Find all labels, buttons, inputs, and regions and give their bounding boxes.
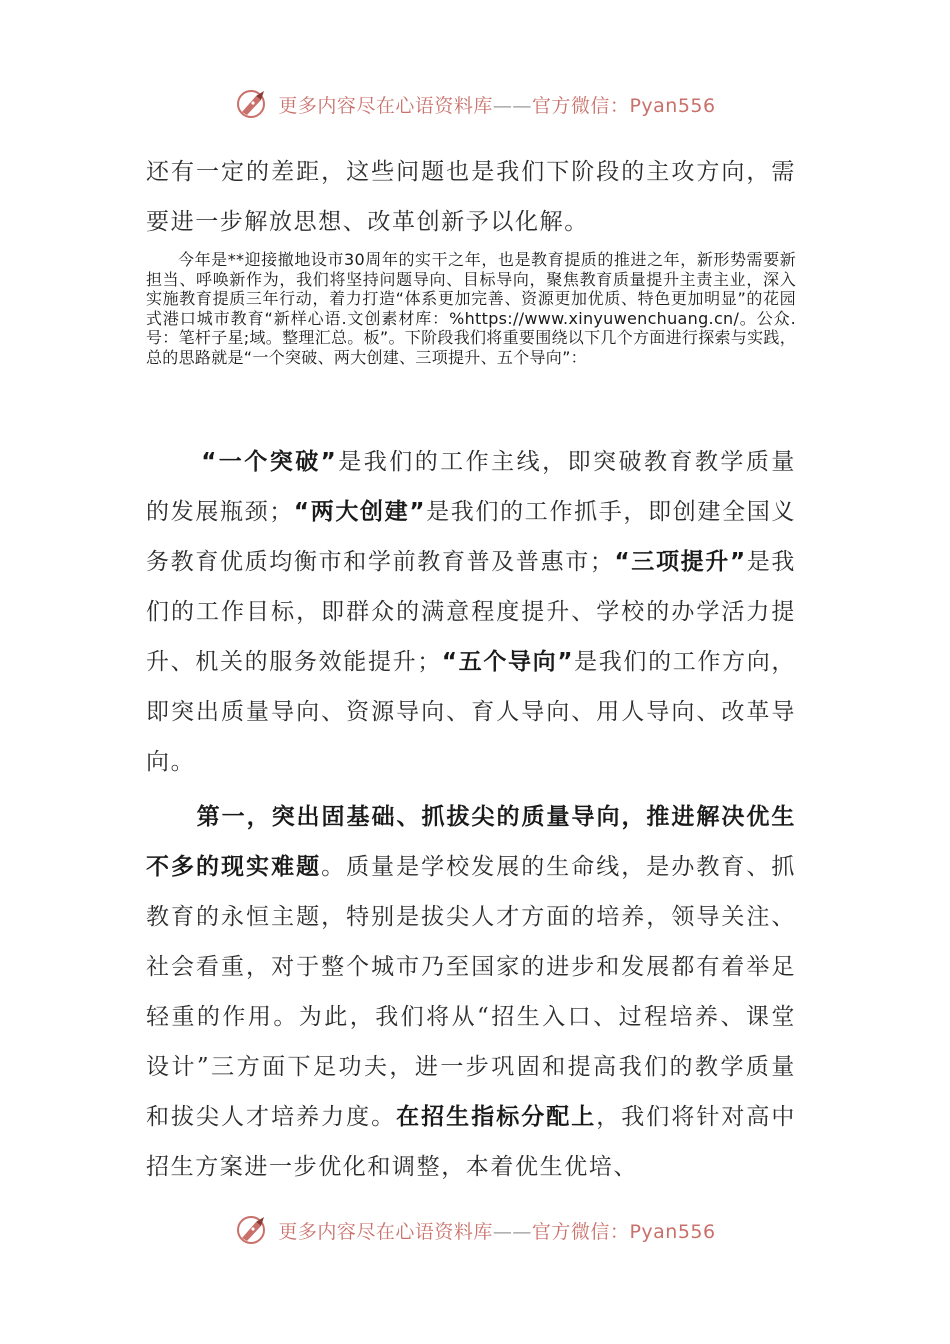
banner-text xyxy=(278,1217,715,1244)
banner-dash: —— xyxy=(492,1220,532,1243)
bold-heading: 第一，突出固基础、抓拔尖的质量导向，推进解决优生不多的现实难题 xyxy=(146,804,796,880)
text-run: 是我们的工作目标，即群众的满意程度提升、学校的办学活力提升、机关的服务效能提升； xyxy=(146,549,796,675)
banner-label: 官方微信： xyxy=(531,1220,630,1243)
paragraph-1-text: 还有一定的差距，这些问题也是我们下阶段的主攻方向，需要进一步解放思想、改革创新予以化解。 xyxy=(146,159,796,235)
paragraph-4 xyxy=(146,792,796,1192)
bold-phrase: 在招生指标分配上 xyxy=(396,1104,597,1130)
paragraph-3 xyxy=(146,437,796,787)
text-run: 是我们的工作主线，即突破教育教学质量的发展瓶颈； xyxy=(146,449,796,525)
banner-dash: —— xyxy=(492,94,532,117)
banner-label: 官方微信： xyxy=(531,94,630,117)
pen-nib-logo-icon xyxy=(234,1214,272,1246)
paragraph-4-text xyxy=(146,792,796,1192)
text-run: 是我们的工作抓手，即创建全国义务教育优质均衡市和学前教育普及普惠市； xyxy=(146,499,797,575)
bold-phrase: “两大创建” xyxy=(293,499,427,525)
bold-phrase: “五个导向” xyxy=(441,649,575,675)
paragraph-2-text: 今年是**迎接撤地设市30周年的实干之年，也是教育提质的推进之年，新形势需要新担当、呼唤新作为，我们将坚持问题导向、目标导向，聚焦教育质量提升主责主业，深入实施教育提质三年行动，着力打造“体系更加完善、资源更加优质、特色更加明显”的花园式港口城市教育“新样心语.文创素材库：%https://www.xinyuwenchuang.cn/。公众.号：笔杆子星;域。整理汇总。板”。下阶段我们将重要围绕以下几个方面进行探索与实践，总的思路就是“一个突破、两大创建、三项提升、五个导向”： xyxy=(146,250,796,367)
bold-phrase: “三项提升” xyxy=(614,549,747,575)
banner-text xyxy=(278,91,715,118)
header-banner xyxy=(0,84,950,124)
banner-main-text: 更多内容尽在心语资料库 xyxy=(278,1220,493,1243)
text-run: 。质量是学校发展的生命线，是办教育、抓教育的永恒主题，特别是拔尖人才方面的培养，领导关注、社会看重，对于整个城市乃至国家的进步和发展都有着举足轻重的作用。为此，我们将从“招生入口、过程培养、课堂设计”三方面下足功夫，进一步巩固和提高我们的教学质量和拔尖人才培养力度。 xyxy=(146,854,796,1130)
banner-main-text: 更多内容尽在心语资料库 xyxy=(278,94,493,117)
pen-nib-logo-icon xyxy=(234,88,272,120)
text-run: ，我们将针对高中招生方案进一步优化和调整，本着优生优培、 xyxy=(146,1104,796,1180)
banner-wechat-id: Pyan556 xyxy=(629,94,716,117)
banner-wechat-id: Pyan556 xyxy=(629,1220,716,1243)
paragraph-3-text xyxy=(146,437,796,787)
text-run: 是我们的工作方向，即突出质量导向、资源导向、育人导向、用人导向、改革导向。 xyxy=(146,649,797,775)
paragraph-1 xyxy=(146,147,796,247)
footer-banner xyxy=(0,1210,950,1250)
paragraph-2 xyxy=(146,250,796,368)
bold-phrase: “一个突破” xyxy=(201,449,338,475)
